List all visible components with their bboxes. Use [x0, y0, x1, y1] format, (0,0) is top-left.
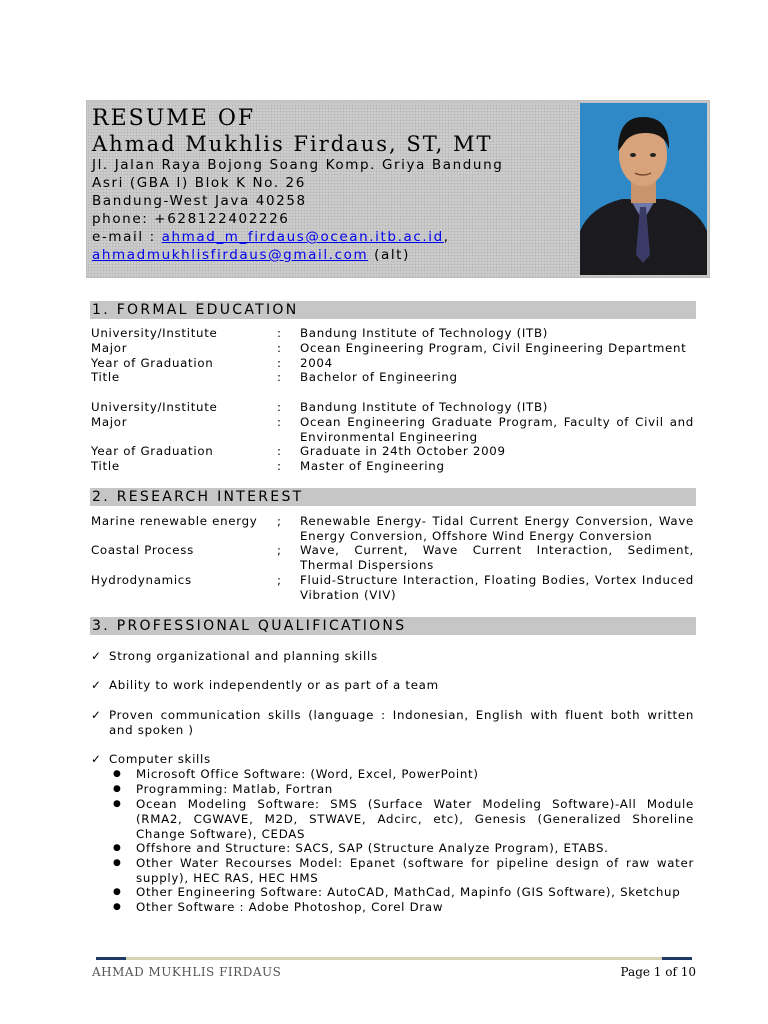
row-value: Bandung Institute of Technology (ITB) — [300, 400, 549, 414]
row-separator: ; — [277, 514, 282, 528]
bullet-icon: ● — [113, 799, 122, 809]
row-value: 2004 — [300, 356, 333, 370]
row-value: Bandung Institute of Technology (ITB) — [300, 326, 549, 340]
row-label: Hydrodynamics — [91, 573, 192, 587]
row-label: Title — [91, 459, 120, 473]
footer-author-name: AHMAD MUKHLIS FIRDAUS — [92, 965, 282, 979]
email-link-primary[interactable]: ahmad_m_firdaus@ocean.itb.ac.id — [161, 229, 444, 245]
qualification-text: Ability to work independently or as part of a team — [109, 678, 439, 692]
computer-skill-text: Ocean Modeling Software: SMS (Surface Water Modeling Software)-All Module (RMA2, CGWAVE, M2D, STWAVE, Adcirc, etc), Genesis (Generalized Shoreline Change Software), CEDAS — [136, 797, 694, 841]
address-line-1: Jl. Jalan Raya Bojong Soang Komp. Griya Bandung — [92, 157, 504, 173]
computer-skill-text: Offshore and Structure: SACS, SAP (Structure Analyze Program), ETABS. — [136, 841, 609, 855]
section-research-interest: 2. RESEARCH INTEREST — [90, 488, 696, 506]
row-label: Marine renewable energy — [91, 514, 258, 528]
bullet-icon: ● — [113, 858, 122, 868]
row-label: Year of Graduation — [91, 356, 214, 370]
row-separator: : — [277, 341, 282, 355]
alt-email-suffix: (alt) — [368, 247, 410, 263]
footer-rule — [96, 957, 692, 960]
candidate-name: Ahmad Mukhlis Firdaus, ST, MT — [92, 132, 493, 156]
header-text — [92, 106, 572, 264]
row-label: University/Institute — [91, 400, 218, 414]
row-label: University/Institute — [91, 326, 218, 340]
footer-rule-accent-left — [96, 957, 126, 960]
bullet-icon: ● — [113, 769, 122, 779]
portrait-illustration — [580, 103, 707, 275]
row-value: Bachelor of Engineering — [300, 370, 458, 384]
computer-skill-text: Other Software : Adobe Photoshop, Corel Draw — [136, 900, 444, 914]
checkmark-icon: ✓ — [91, 752, 102, 766]
row-value: Ocean Engineering Graduate Program, Faculty of Civil and Environmental Engineering — [300, 415, 694, 444]
row-separator: ; — [277, 543, 282, 557]
computer-skill-text: Microsoft Office Software: (Word, Excel, PowerPoint) — [136, 767, 479, 781]
row-value: Graduate in 24th October 2009 — [300, 444, 506, 458]
bullet-icon: ● — [113, 902, 122, 912]
page-number: Page 1 of 10 — [620, 965, 696, 979]
row-value: Fluid-Structure Interaction, Floating Bodies, Vortex Induced Vibration (VIV) — [300, 573, 694, 602]
row-separator: : — [277, 400, 282, 414]
row-value: Ocean Engineering Program, Civil Engineering Department — [300, 341, 687, 355]
row-separator: : — [277, 370, 282, 384]
row-label: Year of Graduation — [91, 444, 214, 458]
qualification-text: Computer skills — [109, 752, 211, 766]
row-separator: : — [277, 415, 282, 429]
email-link-alt[interactable]: ahmadmukhlisfirdaus@gmail.com — [92, 247, 369, 263]
computer-skill-text: Other Engineering Software: AutoCAD, MathCad, Mapinfo (GIS Software), Sketchup — [136, 885, 681, 899]
checkmark-icon: ✓ — [91, 678, 102, 692]
computer-skill-text: Other Water Recourses Model: Epanet (software for pipeline design of raw water supply), HEC RAS, HEC HMS — [136, 856, 694, 885]
section-professional-qualifications: 3. PROFESSIONAL QUALIFICATIONS — [90, 617, 696, 635]
address-line-2: Asri (GBA I) Blok K No. 26 — [92, 175, 306, 191]
checkmark-icon: ✓ — [91, 708, 102, 722]
email-prefix: e-mail : — [92, 229, 162, 245]
row-separator: ; — [277, 573, 282, 587]
footer-rule-accent-right — [662, 957, 692, 960]
row-label: Major — [91, 415, 128, 429]
profile-photo — [580, 103, 707, 275]
resume-title: RESUME OF — [92, 106, 256, 131]
checkmark-icon: ✓ — [91, 649, 102, 663]
row-value: Wave, Current, Wave Current Interaction, Sediment, Thermal Dispersions — [300, 543, 694, 572]
section-formal-education: 1. FORMAL EDUCATION — [90, 301, 696, 319]
phone-line: phone: +628122402226 — [92, 211, 290, 227]
row-value: Master of Engineering — [300, 459, 445, 473]
row-label: Coastal Process — [91, 543, 194, 557]
bullet-icon: ● — [113, 843, 122, 853]
row-separator: : — [277, 356, 282, 370]
email-comma: , — [443, 229, 450, 245]
alt-email-line — [92, 246, 572, 264]
row-label: Title — [91, 370, 120, 384]
row-value: Renewable Energy- Tidal Current Energy Conversion, Wave Energy Conversion, Offshore Wind Energy Conversion — [300, 514, 694, 543]
row-separator: : — [277, 326, 282, 340]
qualification-text: Strong organizational and planning skills — [109, 649, 378, 663]
email-line — [92, 228, 572, 246]
bullet-icon: ● — [113, 887, 122, 897]
row-separator: : — [277, 444, 282, 458]
computer-skill-text: Programming: Matlab, Fortran — [136, 782, 333, 796]
address-line-3: Bandung-West Java 40258 — [92, 193, 307, 209]
row-separator: : — [277, 459, 282, 473]
bullet-icon: ● — [113, 784, 122, 794]
qualification-text: Proven communication skills (language : Indonesian, English with fluent both written and spoken ) — [109, 708, 694, 737]
row-label: Major — [91, 341, 128, 355]
